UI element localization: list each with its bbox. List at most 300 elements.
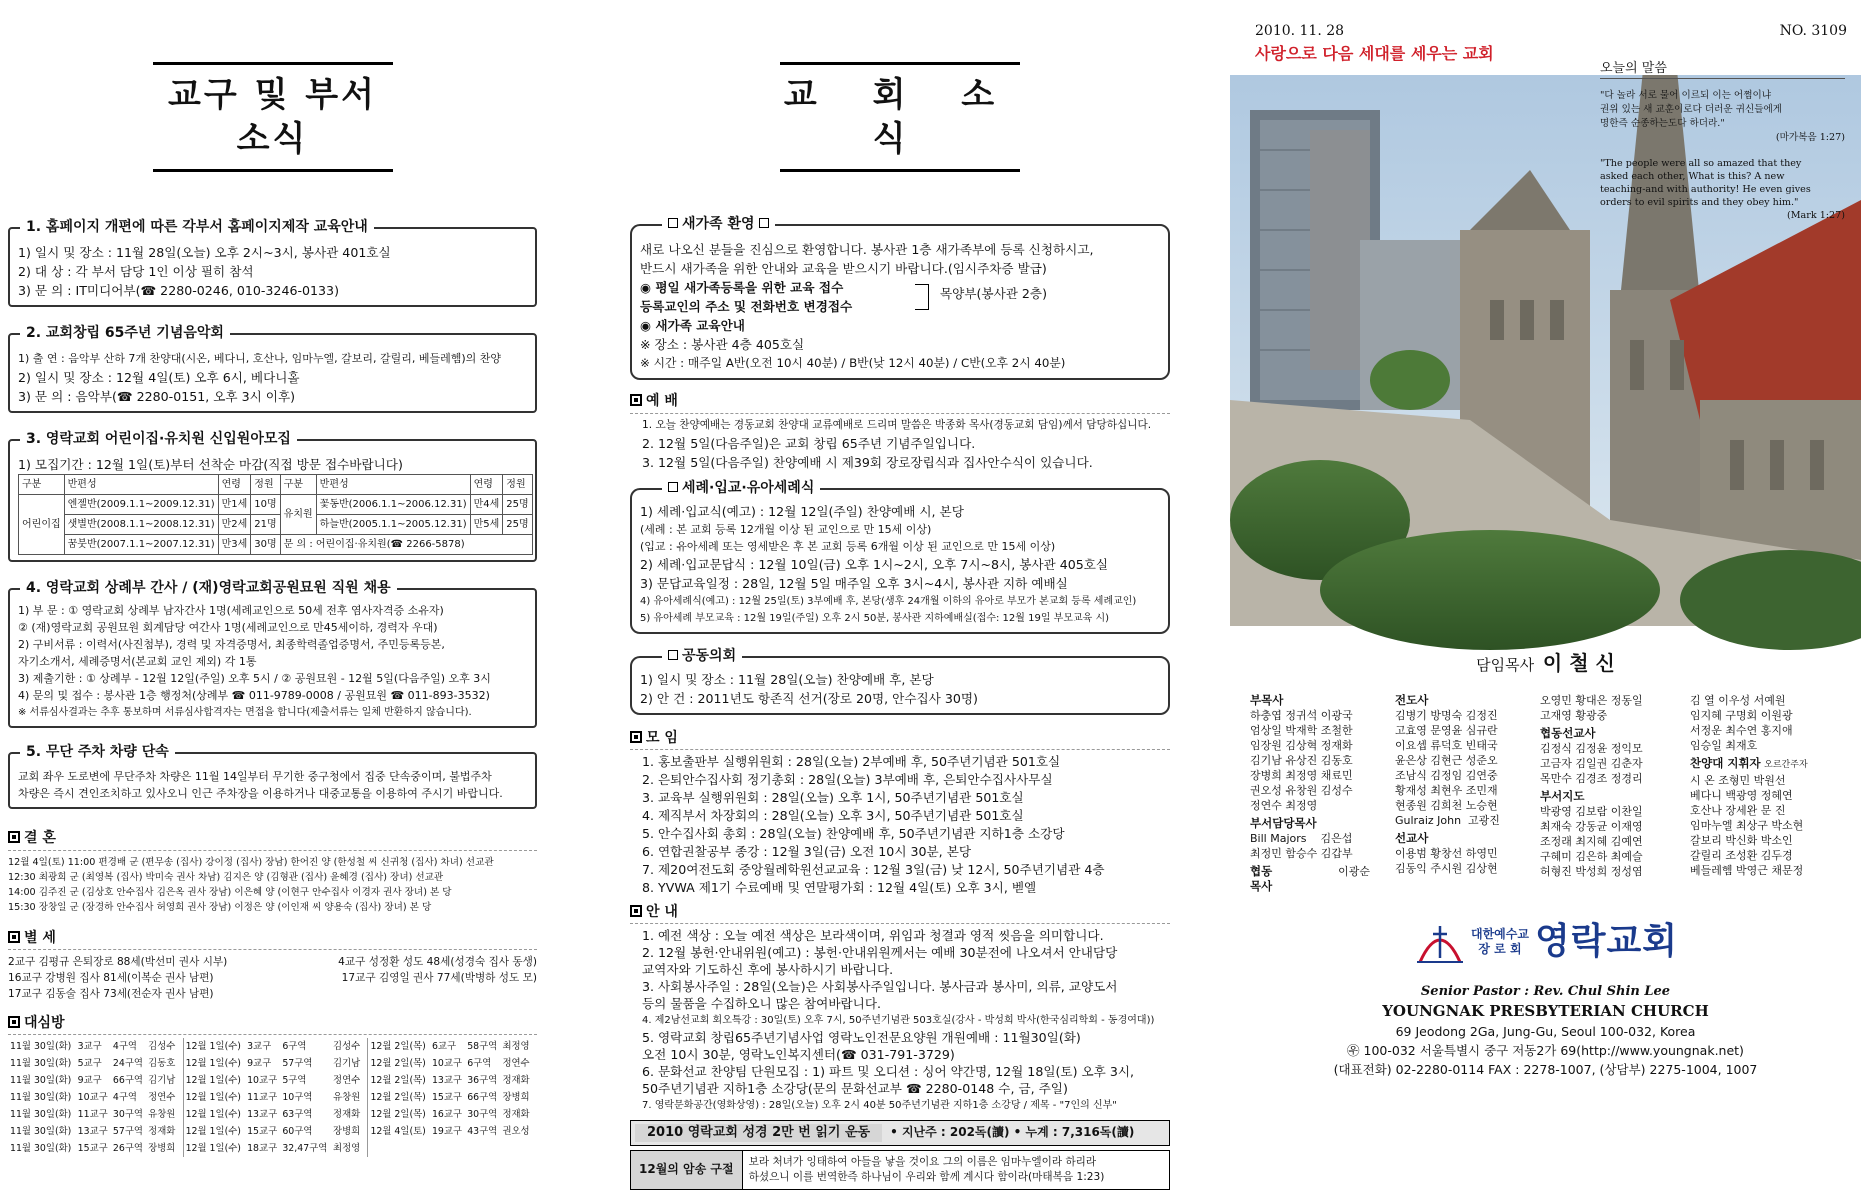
text-line: 2) 대 상 : 각 부서 담당 1인 이상 필히 참석 bbox=[18, 264, 254, 280]
square-bullet-icon bbox=[630, 394, 642, 406]
table-cell: 정재화 bbox=[502, 1074, 530, 1086]
table-cell: 66구역 bbox=[467, 1091, 498, 1103]
text-line: 2. 12월 5일(다음주일)은 교회 창립 65주년 기념주일입니다. bbox=[642, 435, 976, 451]
table-cell bbox=[500, 1140, 537, 1157]
text-line: (마가복음 1:27) bbox=[1775, 132, 1845, 143]
text-line: 3) 문답교육일정 : 28일, 12월 5일 매주일 오후 3시~4시, 봉사관 지하 예배실 bbox=[640, 575, 1068, 591]
section-heading: 결 혼 bbox=[8, 829, 537, 847]
text-line: (입교 : 유아세례 또는 영세받은 후 본 교회 등록 6개월 이상 된 교인으로 만 15세 이상) bbox=[640, 539, 1056, 553]
staff-line: Bill Majors 김은섭 bbox=[1250, 832, 1353, 845]
staff-line: 서정운 최수연 홍지애 bbox=[1690, 724, 1793, 737]
table-cell: 15교구 bbox=[247, 1125, 278, 1137]
logo-denomination: 대한예수교 bbox=[1471, 927, 1529, 941]
text-line: 6. 연합권찰공부 종강 : 12월 3일(금) 오전 10시 30분, 본당 bbox=[642, 843, 972, 859]
table-cell: 21명 bbox=[251, 515, 280, 535]
table-cell: 엔젤반(2009.1.1~2009.12.31) bbox=[64, 495, 218, 515]
baptism-box bbox=[630, 479, 1170, 634]
dept-news-column bbox=[0, 0, 545, 1154]
staff-line: 최재숙 강동균 이재영 bbox=[1540, 820, 1643, 833]
table-cell: 13교구 bbox=[247, 1108, 278, 1120]
table-row bbox=[8, 1055, 537, 1072]
staff-heading: 부목사 bbox=[1250, 693, 1284, 707]
table-cell: 김기남 bbox=[148, 1074, 176, 1086]
table-cell: 11월 30일(화) bbox=[10, 1108, 72, 1120]
text-line: 등의 물품을 수집하오니 많은 참여바랍니다. bbox=[642, 995, 881, 1011]
text-line: 1) 부 문 : ① 영락교회 상례부 남자간사 1명(세례교인으로 50세 전후 염사자격증 소유자) bbox=[18, 604, 444, 618]
text-line: 3. 교육부 실행위원회 : 28일(오늘) 오후 1시, 50주년기념관 501호실 bbox=[642, 789, 1024, 805]
table-cell: 유창원 bbox=[148, 1108, 176, 1120]
table-cell: 30구역 bbox=[467, 1108, 498, 1120]
staff-line: 현종원 김희천 노승현 bbox=[1395, 799, 1498, 812]
table-row bbox=[8, 1089, 537, 1106]
text-line: 4. 제2남선교회 회오특강 : 30일(토) 오후 7시, 50주년기념관 503호실(강사 - 박성희 박사(한국심리학회 - 동경여대)) bbox=[642, 1014, 1155, 1026]
box-title: 세례·입교·유아세례식 bbox=[662, 479, 820, 497]
staff-list-pastors bbox=[1250, 690, 1370, 894]
text-line: ※ 장소 : 봉사관 4층 405호실 bbox=[640, 337, 805, 353]
square-bullet-icon bbox=[630, 905, 642, 917]
table-cell: 6교구 bbox=[431, 1040, 457, 1052]
square-bullet-icon bbox=[630, 731, 642, 743]
table-cell: 6구역 bbox=[282, 1040, 307, 1052]
staff-heading: 부서담당목사 bbox=[1250, 816, 1317, 830]
table-cell: 58구역 bbox=[467, 1040, 498, 1052]
text-line: 2) 구비서류 : 이력서(사진첨부), 경력 및 자격증명서, 최종학력졸업증명서, 주민등록등본, bbox=[18, 638, 445, 652]
table-cell: 66구역 bbox=[112, 1074, 143, 1086]
table-cell: 30구역 bbox=[112, 1108, 143, 1120]
table-cell: 36구역 bbox=[467, 1074, 498, 1086]
text-line: ※ 서류심사결과는 추후 통보하며 서류심사합격자는 면접을 합니다(제출서류는 일체 반환하지 않습니다). bbox=[18, 707, 472, 719]
text-line: 2) 세례·입교문답식 : 12월 10일(금) 오후 1시~2시, 오후 7시~8시, 봉사관 405호실 bbox=[640, 556, 1109, 572]
text-line: 권위 있는 새 교훈이로다 더러운 귀신들에게 bbox=[1600, 104, 1783, 115]
table-cell: 12월 2일(목) bbox=[368, 1106, 430, 1123]
table-cell: 만2세 bbox=[218, 515, 251, 535]
text-line: 3) 문 의 : IT미디어부(☎ 2280-0246, 010-3246-0133) bbox=[18, 283, 339, 299]
section-heading: 대심방 bbox=[8, 1014, 537, 1032]
staff-heading: 협동목사 bbox=[1250, 864, 1273, 893]
table-cell: 10교구 bbox=[77, 1091, 108, 1103]
church-logo bbox=[1415, 918, 1678, 966]
staff-line: 김병기 방명숙 김정진 bbox=[1395, 709, 1498, 722]
box-title: 새가족 환영 bbox=[662, 215, 775, 233]
staff-heading: 찬양대 지휘자 bbox=[1690, 756, 1761, 770]
text-line: ◉ 평일 새가족등록을 위한 교육 접수 bbox=[640, 280, 844, 296]
cover-column bbox=[1230, 0, 1861, 1083]
text-line: 1) 일시 및 장소 : 11월 28일(오늘) 찬양예배 후, 본당 bbox=[640, 671, 934, 687]
divider bbox=[8, 949, 537, 950]
table-cell: 정원 bbox=[251, 475, 280, 495]
text-line: teaching-and with authority! He even gives bbox=[1600, 184, 1811, 195]
staff-line: 김기남 유상진 김동호 bbox=[1250, 754, 1353, 767]
text-line: 교회 좌우 도로변에 무단주차 차량은 11월 14일부터 무기한 중구청에서 집중 단속중이며, 불법주차 bbox=[18, 770, 492, 784]
senior-pastor-en: Senior Pastor : Rev. Chul Shin Lee bbox=[1420, 984, 1671, 999]
staff-line: 정연수 최정영 bbox=[1250, 799, 1318, 812]
text-line: 2. 12월 봉헌·안내위원(예고) : 봉헌·안내위원께서는 예배 30분전에 나오셔서 안내담당 bbox=[642, 944, 1118, 960]
table-cell: 10교구 bbox=[431, 1057, 462, 1069]
text-line: 등록교인의 주소 및 전화번호 변경접수 bbox=[640, 299, 853, 315]
staff-line: 임승일 최재호 bbox=[1690, 739, 1758, 752]
issue-date: 2010. 11. 28 bbox=[1255, 23, 1345, 39]
table-cell: 구분 bbox=[19, 475, 65, 495]
box-title: 3. 영락교회 어린이집·유치원 신입원아모집 bbox=[20, 430, 297, 448]
pastor-label: 담임목사 bbox=[1476, 656, 1535, 674]
table-cell: 25명 bbox=[503, 495, 532, 515]
text-line: 목양부(봉사관 2층) bbox=[940, 286, 1048, 302]
staff-line: 임장원 김상혁 정재화 bbox=[1250, 739, 1353, 752]
notice-box-recruit bbox=[8, 580, 537, 728]
table-cell: 만5세 bbox=[470, 515, 503, 535]
table-cell: 12월 2일(목) bbox=[368, 1089, 430, 1106]
staff-line: 호산나 장세완 문 진 bbox=[1690, 804, 1786, 817]
table-cell: 5구역 bbox=[282, 1074, 307, 1086]
table-cell: 유치원 bbox=[280, 495, 316, 535]
list-item: 16교구 강병원 집사 81세(이복순 권사 남편) 17교구 김영일 권사 77세(박병하 성도 모) bbox=[8, 971, 537, 984]
text-line: 새로 나오신 분들을 진심으로 환영합니다. 봉사관 1층 새가족부에 등록 신청하시고, bbox=[640, 242, 1094, 258]
notice-box-concert bbox=[8, 325, 537, 413]
section-heading: 예 배 bbox=[630, 392, 1170, 410]
table-cell: 하늘반(2005.1.1~2005.12.31) bbox=[316, 515, 470, 535]
table-cell: 30명 bbox=[251, 535, 280, 555]
text-line: 3. 사회봉사주일 : 28일(오늘)은 사회봉사주일입니다. 봉사금과 봉사미, 의류, 교양도서 bbox=[642, 978, 1118, 994]
table-cell: 정재화 bbox=[148, 1125, 176, 1137]
box-title: 4. 영락교회 상례부 간사 / (재)영락교회공원묘원 직원 채용 bbox=[20, 579, 397, 597]
memory-verse-label: 12월의 암송 구절 bbox=[631, 1151, 743, 1189]
staff-line: 허형진 박성희 정성염 bbox=[1540, 865, 1643, 878]
table-cell: 장병희 bbox=[502, 1091, 530, 1103]
text-line: orders to evil spirits and they obey him." bbox=[1600, 197, 1799, 208]
table-cell: 11월 30일(화) bbox=[10, 1074, 72, 1086]
table-cell: 12월 2일(목) bbox=[368, 1072, 430, 1089]
issue-number: NO. 3109 bbox=[1779, 23, 1847, 39]
staff-line: 조정래 최지혜 김예연 bbox=[1540, 835, 1643, 848]
text-line: 2) 일시 및 장소 : 12월 4일(토) 오후 6시, 베다니홀 bbox=[18, 370, 300, 386]
table-cell: 김동호 bbox=[148, 1057, 176, 1069]
table-cell: 정연수 bbox=[333, 1074, 361, 1086]
table-row bbox=[8, 1123, 537, 1140]
table-cell: 김성수 bbox=[333, 1040, 361, 1052]
table-cell: 12월 1일(수) bbox=[183, 1055, 245, 1072]
divider bbox=[630, 749, 1170, 750]
staff-heading-sub: 오르간주자 bbox=[1764, 760, 1808, 770]
table-cell: 11교구 bbox=[247, 1091, 278, 1103]
pastor-name: 이 철 신 bbox=[1542, 651, 1615, 675]
table-cell: 3교구 bbox=[77, 1040, 102, 1052]
section-heading: 안 내 bbox=[630, 903, 1170, 921]
text-line: 4) 유아세례식(예고) : 12월 25일(토) 3부예배 후, 본당(생후 24개월 이하의 유아로 부모가 본교회 등록 세례교인) bbox=[640, 595, 1137, 607]
todays-word-title: 오늘의 말씀 bbox=[1600, 62, 1845, 79]
table-cell: 15교구 bbox=[431, 1091, 462, 1103]
staff-line: 김동익 주시원 김상현 bbox=[1395, 862, 1498, 875]
table-cell: 16교구 bbox=[431, 1108, 462, 1120]
table-cell: 12월 1일(수) bbox=[183, 1106, 245, 1123]
table-cell: 9교구 bbox=[77, 1074, 102, 1086]
text-line: ② (재)영락교회 공원묘원 회계담당 여간사 1명(세례교인으로 만45세이하, 경력자 우대) bbox=[18, 621, 438, 635]
staff-line: 오영민 황대은 정동일 bbox=[1540, 694, 1643, 707]
square-bullet-icon bbox=[759, 218, 769, 228]
notice-box-kindergarten bbox=[8, 431, 537, 562]
staff-list-evangelists bbox=[1395, 690, 1500, 876]
staff-line: 목만수 김경조 정경리 bbox=[1540, 772, 1643, 785]
text-line: 3) 문 의 : 음악부(☎ 2280-0151, 오후 3시 이후) bbox=[18, 389, 296, 405]
table-cell: 정연수 bbox=[148, 1091, 176, 1103]
table-cell: 11월 30일(화) bbox=[10, 1091, 72, 1103]
text-line: 오전 10시 30분, 영락노인복지센터(☎ 031-791-3729) bbox=[642, 1046, 955, 1062]
text-line: 2. 은퇴안수집사회 정기총회 : 28일(오늘) 3부예배 후, 은퇴안수집사사무실 bbox=[642, 771, 1053, 787]
staff-line: 임마누엘 최상구 박소현 bbox=[1690, 819, 1804, 832]
staff-line: 갈릴리 조성환 김두경 bbox=[1690, 849, 1793, 862]
table-cell: 10구역 bbox=[282, 1091, 313, 1103]
table-cell: 12월 1일(수) bbox=[183, 1140, 245, 1157]
table-cell: 유창원 bbox=[333, 1091, 361, 1103]
table-cell: 12월 1일(수) bbox=[183, 1038, 245, 1055]
table-cell: 12월 2일(목) bbox=[368, 1038, 430, 1055]
senior-pastor-line bbox=[1230, 650, 1861, 676]
table-cell: 12월 2일(목) bbox=[368, 1055, 430, 1072]
logo-church-name: 영락교회 bbox=[1534, 920, 1679, 962]
table-cell: 김성수 bbox=[148, 1040, 176, 1052]
table-cell: 반편성 bbox=[64, 475, 218, 495]
table-cell: 60구역 bbox=[282, 1125, 313, 1137]
table-cell: 13교구 bbox=[77, 1125, 108, 1137]
table-cell: 어린이집 bbox=[19, 495, 65, 555]
staff-line: 이용범 황창선 하영민 bbox=[1395, 847, 1498, 860]
text-line: 3. 12월 5일(다음주일) 찬양예배 시 제39회 장로장립식과 집사안수식이 있습니다. bbox=[642, 454, 1093, 470]
table-cell: 만1세 bbox=[218, 495, 251, 515]
staff-line: 권오성 유창원 김성수 bbox=[1250, 784, 1353, 797]
table-cell: 63구역 bbox=[282, 1108, 313, 1120]
staff-line: 최정민 함승수 김갑부 bbox=[1250, 847, 1353, 860]
table-row bbox=[19, 535, 533, 555]
staff-line: 시 온 조형민 박원선 bbox=[1690, 774, 1786, 787]
text-line: 하셨으니 이를 번역한즉 하나님이 우리와 함께 계시다 함이라(마태복음 1:23) bbox=[748, 1170, 1105, 1183]
table-cell: 장병희 bbox=[333, 1125, 361, 1137]
square-bullet-icon bbox=[668, 218, 678, 228]
list-item: 2교구 김평규 은퇴장로 88세(박선미 권사 시부) 4교구 성정환 성도 48세(성경숙 집사 동생) bbox=[8, 955, 537, 968]
table-cell bbox=[465, 1140, 500, 1157]
text-line: 반드시 새가족을 위한 안내와 교육을 받으시기 바랍니다.(임시주차증 발급) bbox=[640, 261, 1047, 277]
new-family-box bbox=[630, 216, 1170, 380]
table-cell: 권오성 bbox=[502, 1125, 530, 1137]
staff-line: 박광영 김보람 이찬일 bbox=[1540, 805, 1643, 818]
text-line: 4. 제직부서 차장회의 : 28일(오늘) 오후 3시, 50주년기념관 501호실 bbox=[642, 807, 1024, 823]
table-cell: 3교구 bbox=[247, 1040, 272, 1052]
table-cell: 만4세 bbox=[470, 495, 503, 515]
table-cell: 샛별반(2008.1.1~2008.12.31) bbox=[64, 515, 218, 535]
table-cell: 4구역 bbox=[112, 1091, 137, 1103]
staff-heading: 전도사 bbox=[1395, 693, 1429, 707]
text-line: (세례 : 본 교회 등록 12개월 이상 된 교인으로 만 15세 이상) bbox=[640, 522, 932, 536]
staff-line: 임지혜 구명회 이원광 bbox=[1690, 709, 1793, 722]
table-cell: 9교구 bbox=[247, 1057, 272, 1069]
table-cell: 12월 4일(토) bbox=[368, 1123, 430, 1140]
congress-box bbox=[630, 647, 1170, 715]
church-slogan: 사랑으로 다음 세대를 세우는 교회 bbox=[1255, 44, 1494, 64]
table-row bbox=[8, 1038, 537, 1055]
bible-reading-label: 2010 영락교회 성경 2만 번 읽기 운동 bbox=[635, 1124, 882, 1143]
staff-line: 베들레헴 박영근 채문정 bbox=[1690, 864, 1804, 877]
text-line: 3) 제출기한 : ① 상례부 - 12월 12일(주일) 오후 5시 / ② 공원묘원 - 12월 5일(다음주일) 오후 3시 bbox=[18, 672, 491, 686]
text-line: 8. YVWA 제1기 수료예배 및 연말평가회 : 12월 4일(토) 오후 3시, 벧엘 bbox=[642, 879, 1037, 895]
table-row bbox=[19, 495, 533, 515]
text-line: 2) 안 건 : 2011년도 항존직 선거(장로 20명, 안수집사 30명) bbox=[640, 690, 978, 706]
table-header-row bbox=[19, 475, 533, 495]
staff-line: 엄상일 박재학 조철한 bbox=[1250, 724, 1353, 737]
staff-list-choir bbox=[1690, 693, 1808, 878]
table-cell: 구분 bbox=[280, 475, 316, 495]
table-cell: 11교구 bbox=[77, 1108, 108, 1120]
square-bullet-icon bbox=[8, 1016, 20, 1028]
phone-info: (대표전화) 02-2280-0114 FAX : 2278-1007, (상담부) 2275-1004, 1007 bbox=[1333, 1062, 1758, 1077]
page-title: 교 회 소 식 bbox=[780, 62, 1020, 172]
text-line: 14:00 김주진 군 (김상호 안수집사 김은옥 권사 장남) 이은혜 양 (이현구 안수집사 이경자 권사 장녀) 본 당 bbox=[8, 886, 452, 898]
table-cell: 57구역 bbox=[112, 1125, 143, 1137]
staff-list-missionaries bbox=[1540, 693, 1643, 879]
table-row bbox=[19, 515, 533, 535]
table-cell: 정재화 bbox=[333, 1108, 361, 1120]
text-line: 7. 영락문화공간(영화상영) : 28일(오늘) 오후 2시 40분 50주년기념관 지하1층 소강당 / 제목 - "7인의 신부" bbox=[642, 1099, 1117, 1111]
table-cell: 만3세 bbox=[218, 535, 251, 555]
staff-line: 고효영 문영윤 심규란 bbox=[1395, 724, 1498, 737]
table-cell: 26구역 bbox=[112, 1142, 143, 1154]
divider bbox=[8, 850, 537, 851]
staff-line: 장병희 최정영 채료민 bbox=[1250, 769, 1353, 782]
table-cell: 정재화 bbox=[502, 1108, 530, 1120]
text-line: 12월 4일(토) 11:00 편경배 군 (편무송 (집사) 강이정 (집사) 장남) 한어진 양 (한성철 씨 신귀청 (집사) 차녀) 선교관 bbox=[8, 856, 494, 868]
header-block bbox=[1235, 22, 1847, 65]
staff-line: 조남식 김정임 김연중 bbox=[1395, 769, 1498, 782]
staff-line: 이광순 bbox=[1282, 865, 1370, 878]
staff-heading: 협동선교사 bbox=[1540, 726, 1596, 740]
table-cell: 12월 1일(수) bbox=[183, 1072, 245, 1089]
bible-reading-stat: • 지난주 : 202독(讀) • 누계 : 7,316독(讀) bbox=[890, 1125, 1135, 1140]
text-line: (Mark 1:27) bbox=[1786, 210, 1845, 221]
text-line: 7. 제20여전도회 중앙월례학원선교교육 : 12월 3일(금) 낮 12시, 50주년기념관 4층 bbox=[642, 861, 1105, 877]
text-line: 1) 모집기간 : 12월 1일(토)부터 선착순 마감(직접 방문 접수바랍니다) bbox=[18, 457, 403, 473]
table-cell: 4구역 bbox=[112, 1040, 137, 1052]
table-cell: 43구역 bbox=[467, 1125, 498, 1137]
text-line: 1. 오늘 찬양예배는 경동교회 찬양대 교류예배로 드리며 말씀은 박종화 목사(경동교회 담임)께서 담당하십니다. bbox=[642, 418, 1152, 431]
staff-line: 김 열 이우성 서예원 bbox=[1690, 694, 1786, 707]
address-en: 69 Jeodong 2Ga, Jung-Gu, Seoul 100-032, Korea bbox=[1395, 1024, 1696, 1039]
box-title: 공동의회 bbox=[662, 647, 742, 665]
table-cell: 반편성 bbox=[316, 475, 470, 495]
section-heading: 별 세 bbox=[8, 929, 537, 947]
text-line: 12:30 최광희 군 (최영복 (집사) 박미숙 권사 차남) 김지은 양 (김형관 (집사) 윤혜경 (집사) 장녀) 선교관 bbox=[8, 871, 444, 883]
staff-line: 김정식 김정윤 정익모 bbox=[1540, 742, 1643, 755]
church-name-en: YOUNGNAK PRESBYTERIAN CHURCH bbox=[1382, 1002, 1709, 1020]
text-line: 1) 일시 및 장소 : 11월 28일(오늘) 오후 2시~3시, 봉사관 401호실 bbox=[18, 245, 391, 261]
box-title: 5. 무단 주차 차량 단속 bbox=[20, 743, 175, 761]
staff-line: 이요셉 류덕호 빈태국 bbox=[1395, 739, 1498, 752]
table-cell: 연령 bbox=[470, 475, 503, 495]
notice-box-homepage bbox=[8, 219, 537, 307]
text-line: 6. 문화선교 찬양팀 단원모집 : 1) 파트 및 오디션 : 싱어 약간명, 12월 18일(토) 오후 3시, bbox=[642, 1063, 1135, 1079]
table-cell: 15교구 bbox=[77, 1142, 108, 1154]
staff-line: 하충엽 정귀석 이광국 bbox=[1250, 709, 1353, 722]
table-cell: 문 의 : 어린이집·유치원(☎ 2266-5878) bbox=[280, 535, 532, 555]
table-cell: 꽃동반(2006.1.1~2006.12.31) bbox=[316, 495, 470, 515]
table-cell: 11월 30일(화) bbox=[10, 1040, 72, 1052]
box-title: 1. 홈페이지 개편에 따른 각부서 홈페이지제작 교육안내 bbox=[20, 218, 374, 236]
square-bullet-icon bbox=[668, 650, 678, 660]
table-cell: 13교구 bbox=[431, 1074, 462, 1086]
table-cell: 19교구 bbox=[431, 1125, 462, 1137]
bible-reading-bar bbox=[630, 1120, 1170, 1146]
text-line: asked each other, What is this? A new bbox=[1600, 171, 1785, 182]
text-line: "The people were all so amazed that they bbox=[1600, 158, 1802, 169]
text-line: ◉ 새가족 교육안내 bbox=[640, 318, 745, 334]
table-cell: 정원 bbox=[503, 475, 532, 495]
text-line: 1) 출 연 : 음악부 산하 7개 찬양대(시온, 베다니, 호산나, 임마누엘, 갈보리, 갈릴리, 베들레헴)의 찬양 bbox=[18, 352, 502, 366]
text-line: 5. 안수집사회 총회 : 28일(오늘) 찬양예배 후, 50주년기념관 지하1층 소강당 bbox=[642, 825, 1065, 841]
staff-line: Gulraiz John 고광진 bbox=[1395, 814, 1500, 827]
text-line: 차량은 즉시 견인조치하고 있사오니 인근 주차장을 이용하거나 대중교통을 이용하여 주시기 바랍니다. bbox=[18, 787, 503, 801]
text-line: 명한즉 순종하는도다 하더라." bbox=[1600, 118, 1725, 129]
table-row bbox=[8, 1140, 537, 1157]
table-cell: 25명 bbox=[503, 515, 532, 535]
text-line: 50주년기념관 지하1층 소강당(문의 문화선교부 ☎ 2280-0148 수, 금, 주일) bbox=[642, 1080, 1068, 1096]
table-cell: 정연수 bbox=[502, 1057, 530, 1069]
table-cell: 12월 1일(수) bbox=[183, 1089, 245, 1106]
church-news-column bbox=[630, 0, 1170, 1183]
bracket-divider bbox=[915, 284, 929, 310]
staff-line: 갈보리 박신화 박소인 bbox=[1690, 834, 1793, 847]
square-bullet-icon bbox=[8, 931, 20, 943]
memory-verse-bar bbox=[630, 1150, 1170, 1190]
table-cell: 5교구 bbox=[77, 1057, 102, 1069]
staff-heading: 부서지도 bbox=[1540, 789, 1585, 803]
divider bbox=[630, 923, 1170, 924]
box-title: 2. 교회창립 65주년 기념음악회 bbox=[20, 324, 230, 342]
todays-word bbox=[1600, 62, 1845, 222]
table-cell: 김기남 bbox=[333, 1057, 361, 1069]
address-ko: ㉾ 100-032 서울특별시 중구 저동2가 69(http://www.youngnak.net) bbox=[1347, 1043, 1744, 1058]
staff-line: 고금자 김일권 김춘자 bbox=[1540, 757, 1643, 770]
table-cell: 18교구 bbox=[247, 1142, 278, 1154]
divider bbox=[630, 413, 1170, 414]
text-line: 1. 홍보출판부 실행위원회 : 28일(오늘) 2부예배 후, 50주년기념관 501호실 bbox=[642, 753, 1061, 769]
text-line: 1. 예전 색상 : 오늘 예전 색상은 보라색이며, 위임과 청결과 영적 씻음을 의미합니다. bbox=[642, 927, 1104, 943]
table-cell: 11월 30일(화) bbox=[10, 1142, 72, 1154]
list-item: 17교구 김동술 집사 73세(전순자 권사 남편) bbox=[8, 987, 214, 1000]
enrollment-table bbox=[18, 474, 533, 555]
table-cell: 연령 bbox=[218, 475, 251, 495]
table-row bbox=[8, 1072, 537, 1089]
section-heading: 모 임 bbox=[630, 729, 1170, 747]
table-cell: 꿈붓반(2007.1.1~2007.12.31) bbox=[64, 535, 218, 555]
staff-line: 베다니 백광영 정혜연 bbox=[1690, 789, 1793, 802]
table-cell: 6구역 bbox=[467, 1057, 492, 1069]
table-cell: 장병희 bbox=[148, 1142, 176, 1154]
text-line: 자기소개서, 세례증명서(본교회 교인 제외) 각 1통 bbox=[18, 655, 257, 669]
page-title: 교구 및 부서소식 bbox=[153, 62, 393, 172]
table-cell: 최정영 bbox=[502, 1040, 530, 1052]
wedding-section bbox=[8, 829, 537, 1157]
text-line: 5. 영락교회 창립65주년기념사업 영락노인전문요양원 개원예배 : 11월30일(화) bbox=[642, 1029, 1081, 1045]
table-cell bbox=[368, 1140, 430, 1157]
square-bullet-icon bbox=[8, 831, 20, 843]
staff-line: 황재성 최현우 조민재 bbox=[1395, 784, 1498, 797]
text-line: 15:30 장창일 군 (장경하 안수집사 허영희 권사 장남) 이정은 양 (이인재 씨 양용숙 (집사) 장녀) 본 당 bbox=[8, 901, 432, 913]
table-cell: 57구역 bbox=[282, 1057, 313, 1069]
text-line: 5) 유아세례 부모교육 : 12월 19일(주일) 오후 2시 50분, 봉사관 지하예배실(접수: 12월 19일 부모교육 시) bbox=[640, 612, 1110, 624]
church-logo-icon bbox=[1415, 918, 1465, 966]
table-cell: 최정영 bbox=[333, 1142, 361, 1154]
notice-box-parking bbox=[8, 744, 537, 809]
text-line: 1) 세례·입교식(예고) : 12월 12일(주일) 찬양예배 시, 본당 bbox=[640, 503, 964, 519]
table-cell: 32,47구역 bbox=[282, 1142, 328, 1154]
staff-line: 윤은상 김현근 성준오 bbox=[1395, 754, 1498, 767]
table-row bbox=[8, 1106, 537, 1123]
